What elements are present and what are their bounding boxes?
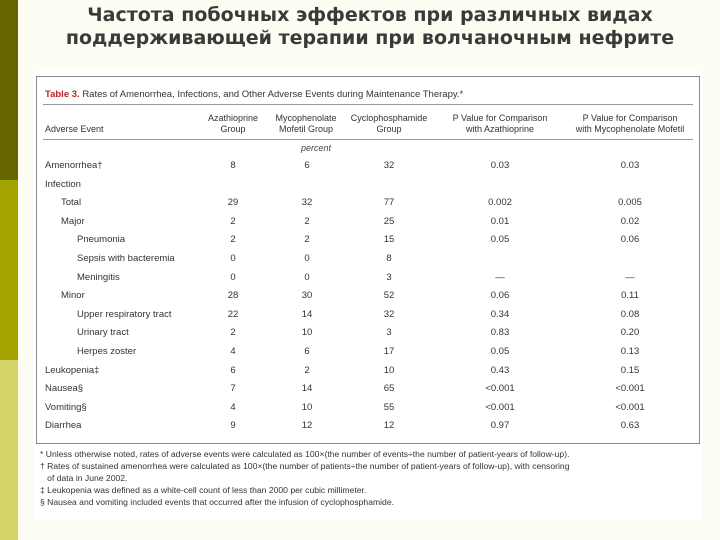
cell-azathioprine: 8 [230, 160, 236, 171]
row-label: Major [61, 215, 85, 227]
decorative-sidebar-stripe [0, 0, 18, 540]
table-frame [36, 76, 700, 444]
table-row [37, 343, 701, 361]
cell-cyclophosphamide: 17 [383, 346, 395, 357]
cell-p-value-mycophenolate: 0.20 [620, 327, 640, 339]
header-p1-line2: with Azathioprine [465, 124, 535, 134]
cell-p-value-mycophenolate: 0.03 [620, 160, 640, 171]
cell-mycophenolate: 10 [301, 401, 313, 413]
row-label: Leukopenia‡ [45, 364, 100, 376]
cell-p-value-mycophenolate: 0.13 [620, 346, 640, 357]
cell-mycophenolate: 0 [304, 253, 310, 264]
header-cyclophosphamide [341, 113, 437, 135]
row-label: Total [61, 197, 82, 209]
row-label: Infection [45, 178, 81, 190]
header-mycophenolate-line1: Mycophenolate [275, 113, 337, 123]
cell-p-value-mycophenolate: 0.63 [620, 420, 640, 432]
row-label: Vomiting§ [45, 401, 87, 413]
cell-azathioprine: 9 [230, 420, 236, 432]
cell-cyclophosphamide: 55 [383, 401, 395, 413]
cell-azathioprine: 2 [230, 215, 236, 227]
table-row [37, 306, 701, 324]
cell-p-value-azathioprine: 0.002 [488, 197, 512, 209]
row-label: Amenorrhea† [45, 160, 103, 171]
cell-p-value-mycophenolate: — [625, 271, 635, 283]
table-row [37, 380, 701, 398]
table-row [37, 287, 701, 305]
unit-label: percent [301, 143, 332, 153]
header-p-value-mycophenolate [561, 113, 699, 135]
table-image [34, 70, 702, 520]
table-row [37, 157, 701, 175]
header-p2-line1: P Value for Comparison [582, 113, 678, 123]
cell-cyclophosphamide: 3 [386, 271, 392, 283]
sidebar-separator [18, 0, 22, 540]
cell-mycophenolate: 30 [301, 290, 313, 302]
cell-p-value-mycophenolate: 0.02 [620, 215, 640, 227]
cell-p-value-azathioprine: <0.001 [485, 401, 515, 413]
cell-azathioprine: 0 [230, 271, 236, 283]
cell-cyclophosphamide: 10 [383, 364, 395, 376]
header-mycophenolate [263, 113, 349, 135]
cell-azathioprine: 2 [230, 234, 236, 246]
cell-azathioprine: 0 [230, 253, 236, 264]
footnote: ‡ Leukopenia was defined as a white-cell count of less than 2000 per cubic millimeter. [40, 485, 367, 495]
header-p-value-azathioprine [437, 113, 563, 135]
footnote: * Unless otherwise noted, rates of adverse events were calculated as 100×(the number of events÷the number of patient-years of follow-up). [40, 449, 570, 459]
cell-p-value-mycophenolate: 0.08 [620, 308, 640, 320]
footnote: § Nausea and vomiting included events that occurred after the infusion of cyclophosphamide. [40, 497, 394, 507]
row-label: Nausea§ [45, 383, 84, 395]
cell-p-value-mycophenolate: 0.005 [618, 197, 642, 209]
cell-mycophenolate: 2 [304, 364, 310, 376]
row-label: Herpes zoster [77, 346, 137, 357]
row-label: Pneumonia [77, 234, 126, 246]
cell-cyclophosphamide: 32 [383, 308, 395, 320]
cell-mycophenolate: 14 [301, 383, 313, 395]
cell-cyclophosphamide: 25 [383, 215, 395, 227]
cell-azathioprine: 22 [227, 308, 239, 320]
cell-p-value-azathioprine: 0.34 [490, 308, 510, 320]
table-row [37, 417, 701, 435]
table-row [37, 231, 701, 249]
cell-mycophenolate: 0 [304, 271, 310, 283]
cell-p-value-mycophenolate: 0.11 [621, 290, 639, 302]
cell-cyclophosphamide: 77 [383, 197, 395, 209]
cell-azathioprine: 7 [230, 383, 236, 395]
header-mycophenolate-line2: Mofetil Group [278, 124, 334, 134]
cell-azathioprine: 4 [230, 401, 236, 413]
caption-rule [43, 104, 693, 105]
table-caption-lead: Table 3. [45, 89, 80, 100]
footnote: of data in June 2002. [40, 473, 128, 483]
header-azathioprine-line2: Group [220, 124, 246, 134]
row-label: Sepsis with bacteremia [77, 253, 175, 264]
row-label: Diarrhea [45, 420, 82, 432]
cell-mycophenolate: 6 [304, 346, 310, 357]
cell-mycophenolate: 12 [301, 420, 313, 432]
table-caption [45, 89, 463, 100]
cell-mycophenolate: 10 [301, 327, 313, 339]
cell-p-value-mycophenolate: <0.001 [615, 401, 645, 413]
table-row [37, 250, 701, 268]
cell-mycophenolate: 14 [301, 308, 313, 320]
cell-p-value-azathioprine: 0.03 [490, 160, 510, 171]
row-label: Meningitis [77, 271, 120, 283]
row-label: Urinary tract [77, 327, 129, 339]
header-azathioprine-line1: Azathioprine [207, 113, 259, 123]
row-label: Minor [61, 290, 85, 302]
cell-mycophenolate: 6 [304, 160, 310, 171]
header-p1-line1: P Value for Comparison [452, 113, 548, 123]
cell-p-value-mycophenolate: 0.15 [620, 364, 640, 376]
table-row [37, 213, 701, 231]
cell-cyclophosphamide: 32 [383, 160, 395, 171]
row-label: Upper respiratory tract [77, 308, 172, 320]
cell-cyclophosphamide: 52 [383, 290, 395, 302]
slide-title [30, 4, 710, 50]
cell-p-value-azathioprine: 0.05 [490, 346, 510, 357]
cell-azathioprine: 29 [227, 197, 239, 209]
header-cyclophosphamide-line2: Group [376, 124, 402, 134]
slide-title-line-1: Частота побочных эффектов при различных видах [87, 4, 653, 26]
cell-azathioprine: 6 [230, 364, 236, 376]
cell-p-value-azathioprine: 0.06 [490, 290, 510, 302]
header-azathioprine [193, 113, 273, 135]
cell-p-value-azathioprine: — [495, 271, 505, 283]
cell-azathioprine: 28 [227, 290, 239, 302]
cell-azathioprine: 4 [230, 346, 236, 357]
cell-cyclophosphamide: 12 [383, 420, 395, 432]
header-cyclophosphamide-line1: Cyclophosphamide [350, 113, 428, 123]
header-p2-line2: with Mycophenolate Mofetil [575, 124, 685, 134]
cell-mycophenolate: 2 [304, 234, 310, 246]
cell-p-value-azathioprine: 0.97 [490, 420, 510, 432]
table-row [37, 176, 701, 194]
cell-p-value-azathioprine: 0.01 [490, 215, 510, 227]
cell-p-value-mycophenolate: <0.001 [615, 383, 645, 395]
table-row [37, 269, 701, 287]
cell-p-value-azathioprine: 0.05 [490, 234, 510, 246]
table-row [37, 324, 701, 342]
table-caption-text: Rates of Amenorrhea, Infections, and Other Adverse Events during Maintenance Therapy.* [82, 89, 464, 100]
cell-azathioprine: 2 [230, 327, 236, 339]
footnote: † Rates of sustained amenorrhea were calculated as 100×(the number of patients÷the number of patient-years of follow-up), with censoring [40, 461, 570, 471]
table-row [37, 194, 701, 212]
cell-mycophenolate: 2 [304, 215, 310, 227]
cell-p-value-azathioprine: 0.43 [490, 364, 510, 376]
cell-cyclophosphamide: 65 [383, 383, 395, 395]
table-row [37, 362, 701, 380]
cell-mycophenolate: 32 [301, 197, 313, 209]
cell-cyclophosphamide: 15 [383, 234, 395, 246]
cell-p-value-mycophenolate: 0.06 [620, 234, 640, 246]
slide-title-line-2: поддерживающей терапии при волчаночным нефрите [65, 27, 675, 49]
cell-p-value-azathioprine: 0.83 [490, 327, 510, 339]
cell-cyclophosphamide: 3 [386, 327, 392, 339]
cell-p-value-azathioprine: <0.001 [485, 383, 515, 395]
cell-cyclophosphamide: 8 [386, 253, 392, 264]
table-row [37, 399, 701, 417]
header-adverse-event: Adverse Event [45, 124, 104, 134]
header-rule [43, 139, 693, 140]
